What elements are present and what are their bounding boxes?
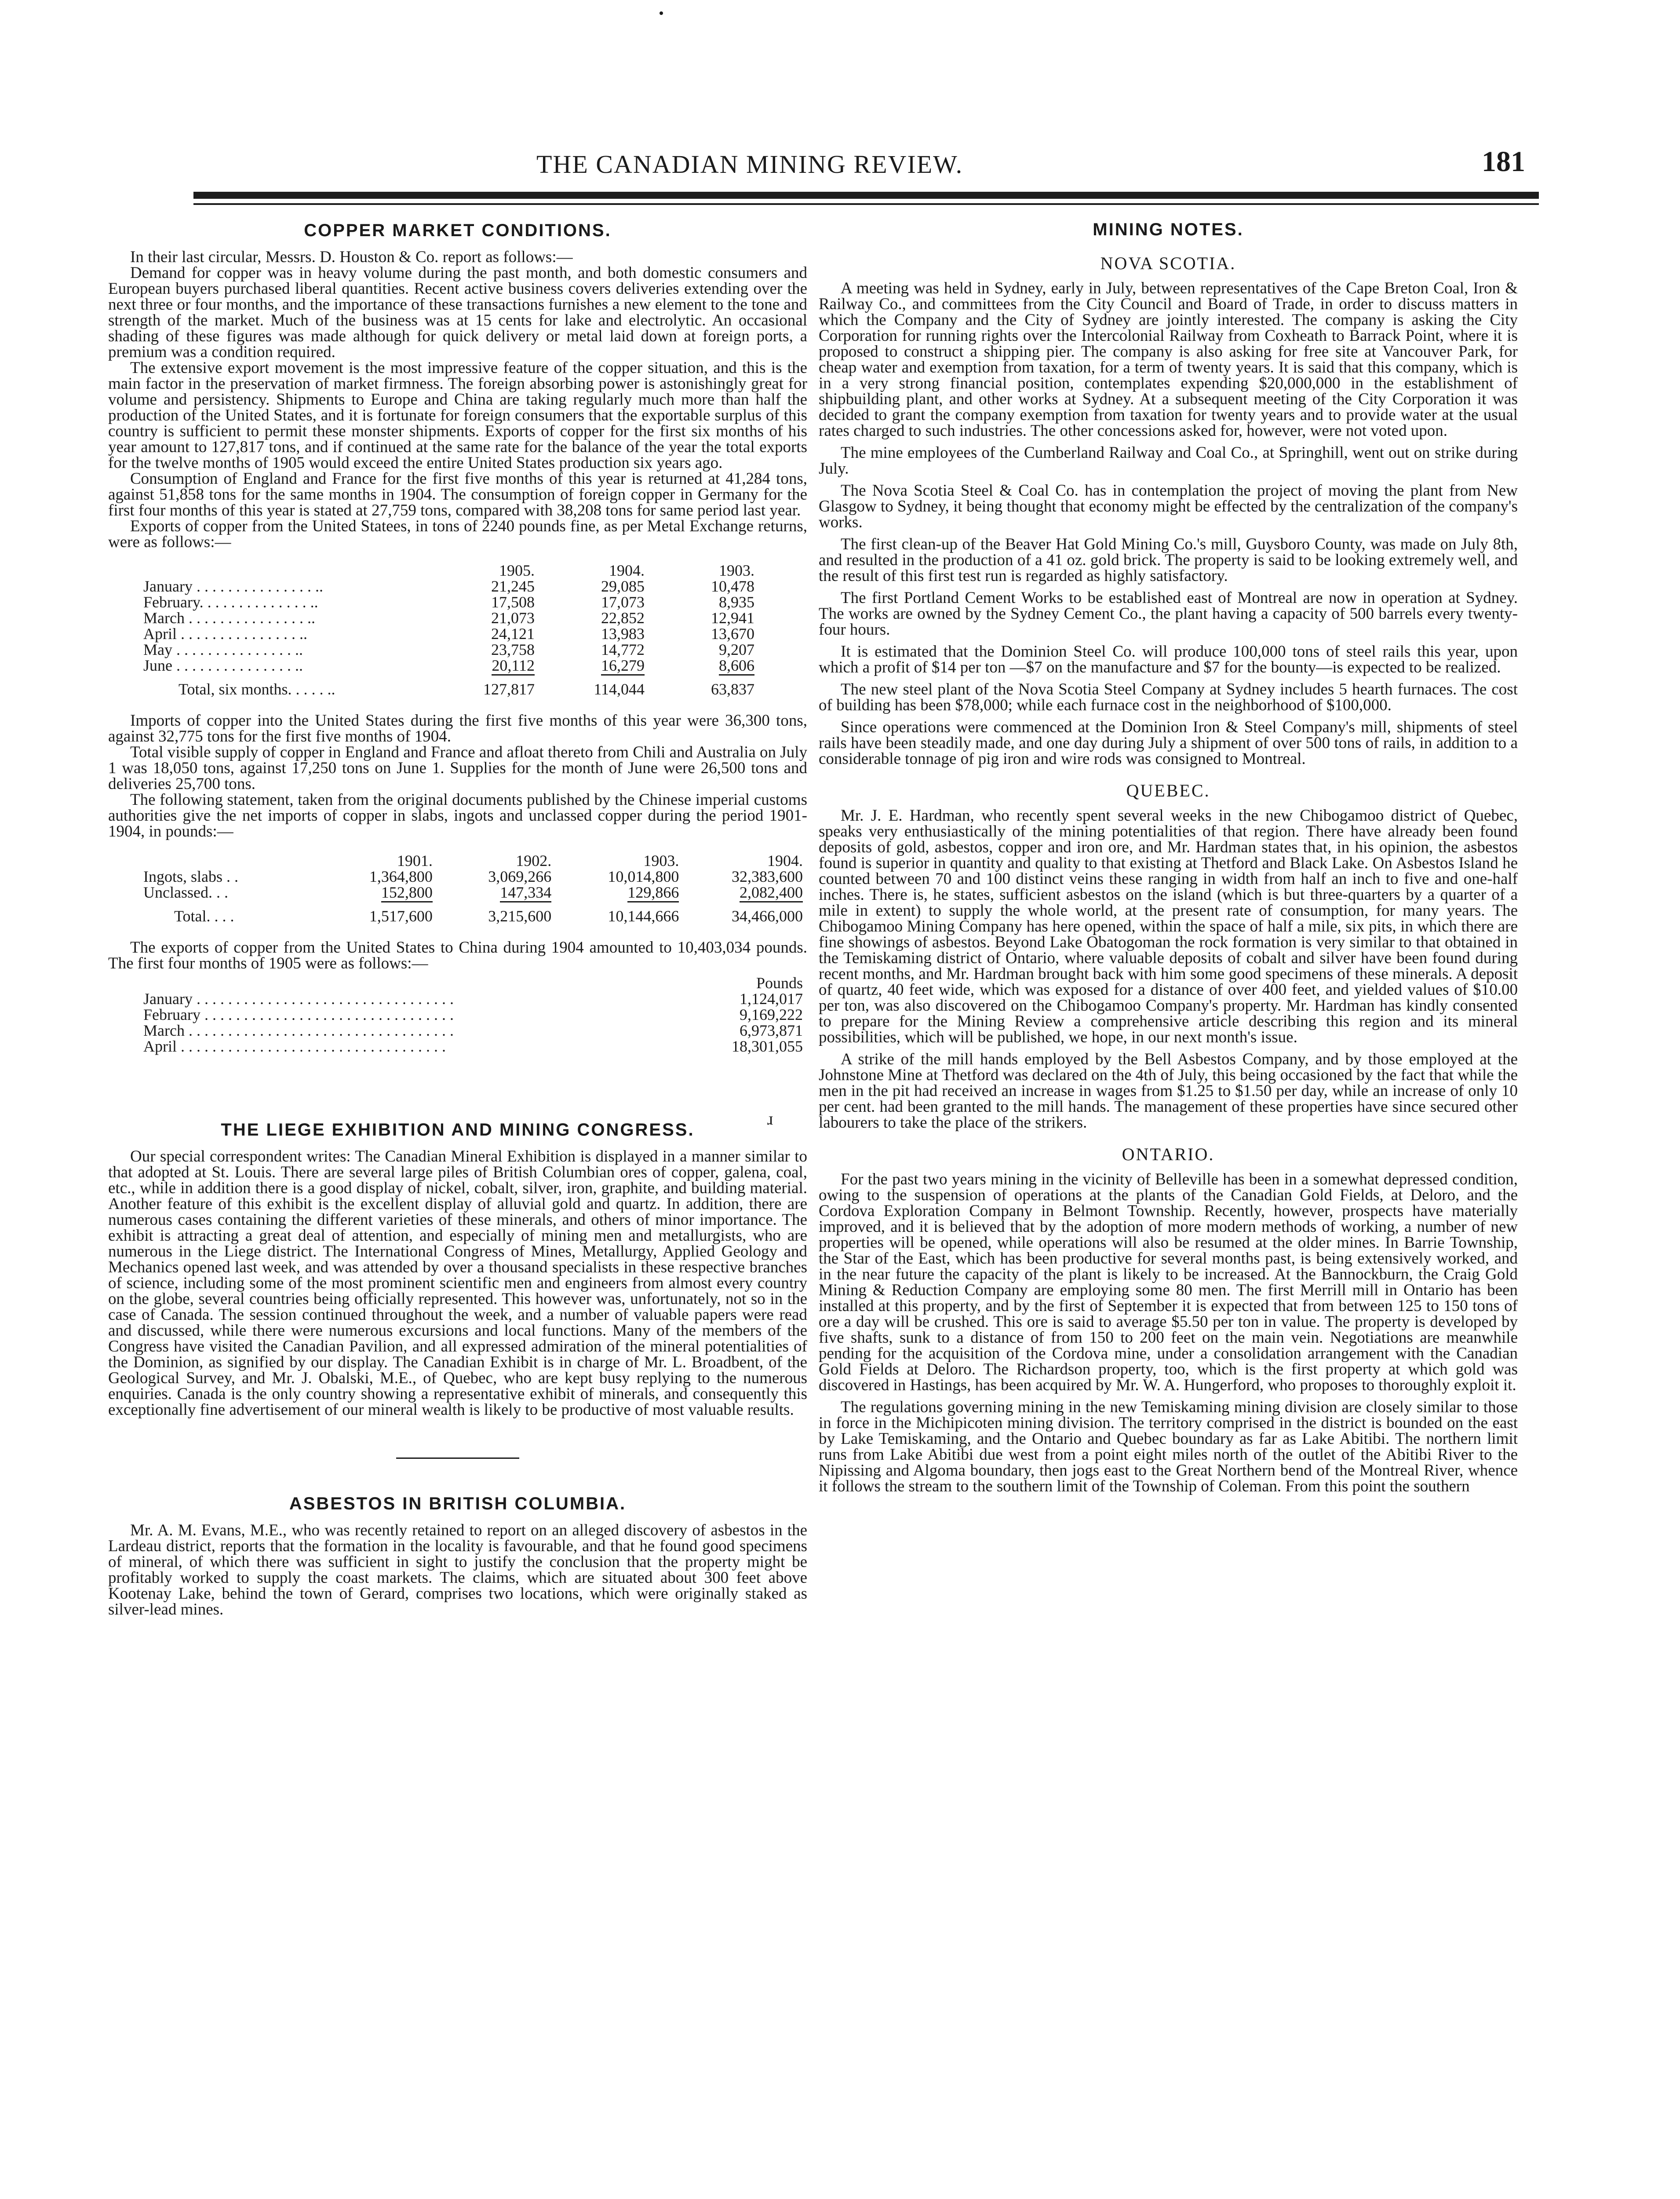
copper-para-1: In their last circular, Messrs. D. Houston & Co. report as follows:—	[130, 248, 573, 266]
liege-para-1: Our special correspondent writes: The Canadian Mineral Exhibition is displayed in a manner similar to that adopted at St. Louis. There are several large piles of British Columbian ores of copper, galena, coal, etc., while in addition there is a good display of nickel, cobalt, silver, iron, graphite, and building material. Another feature of this exhibit is the excellent display of alluvial gold and quartz. In addition, there are numerous cases containing the different varieties of these minerals, and others of minor importance. The exhibit is attracting a great deal of attention, and especially of mining men and metallurgists, who are numerous in the Liege district. The International Congress of Mines, Metallurgy, Applied Geology and Mechanics opened last week, and was attended by over a thousand specialists in these respective branches of science, including some of the most prominent scientific men and engineers from almost every country on the globe, several countries being officially represented. This however was, unfortunately, not so in the case of Canada. The session continued throughout the week, and a number of valuable papers were read and discussed, while there were numerous excursions and local functions. Many of the members of the Congress have visited the Canadian Pavilion, and all expressed admiration of the mineral potentialities of the Dominion, as signified by our display. The Canadian Exhibit is in charge of Mr. L. Broadbent, of the Geological Survey, and Mr. J. Obalski, M.E., of Quebec, who are kept busy replying to the numerous enquiries. Canada is the only country showing a representative exhibit of minerals, and consequently this exceptionally fine advertisement of our mineral wealth is likely to be productive of most valuable results.	[108, 1147, 807, 1419]
right-column	[819, 216, 1518, 1494]
china-year: 1902.	[516, 852, 552, 869]
ns-para: The new steel plant of the Nova Scotia Steel Company at Sydney includes 5 hearth furnaces. The cost of building has been $78,000; while each furnace cost in the neighborhood of $100,000.	[819, 680, 1518, 714]
table-total-row	[139, 673, 759, 697]
total-label: Total. . . .	[174, 907, 234, 925]
total-cell: 1,517,600	[369, 907, 433, 925]
cell: 21,073	[491, 609, 535, 627]
total-cell: 34,466,000	[732, 907, 803, 925]
running-head: THE CANADIAN MINING REVIEW.	[536, 150, 963, 179]
table-total-row	[139, 900, 807, 924]
china-year: 1901.	[397, 852, 433, 869]
row-label: April . . . . . . . . . . . . . . . ..	[143, 625, 307, 643]
asbestos-para-1: Mr. A. M. Evans, M.E., who was recently retained to report on an alleged discovery of asbestos in the Lardeau district, reports that the formation in the locality is favourable, and that he found good specimens of mineral, of which there was sufficient in sight to justify the conclusion that the property might be profitably worked to supply the coast markets. The claims, which are situated about 300 feet above Kootenay Lake, behind the town of Gerard, comprises two locations, which were originally staked as silver-lead mines.	[108, 1521, 807, 1618]
header-rule-thick	[193, 192, 1539, 199]
table-row	[139, 884, 807, 900]
exports-table	[139, 563, 759, 697]
row-label: Unclassed. . .	[143, 884, 228, 901]
qc-para: Mr. J. E. Hardman, who recently spent several weeks in the new Chibogamoo district of Quebec, speaks very enthusiastically of the mining potentialities of that region. There have already been found deposits of gold, asbestos, copper and iron ore, and Mr. Hardman states that, in his opinion, the asbestos found is superior in quantity and quality to that existing at Thetford and Black Lake. On Asbestos Island he counted between 70 and 100 distinct veins these ranging in width from half an inch to five and one-half inches. There is, he states, sufficient asbestos on the island (which is but three-quarters by a quarter of a mile in extent) to supply the whole world, at the present rate of consumption, for many years. The Chibogamoo Mining Company has here opened, within the space of half a mile, six pits, in which there are fine showings of asbestos. Beyond Lake Obatogoman the rock formation is very similar to that obtained in the Temiskaming district of Ontario, where valuable deposits of cobalt and silver have been found during recent months, and Mr. Hardman brought back with him some good specimens of these minerals. A deposit of quartz, 40 feet wide, which was exposed for a distance of over 400 feet, and yielded values of $10.00 per ton, was also discovered on the Chibogamoo Company's property. Mr. Hardman has kindly consented to prepare for the Mining Review a comprehensive article describing this region and its mineral possibilities, which will be published, we hope, in our next month's issue.	[819, 807, 1518, 1046]
exports-year: 1903.	[719, 562, 754, 579]
copper-para-9: The exports of copper from the United States to China during 1904 amounted to 10,403,034 pounds. The first four months of 1905 were as follows:—	[108, 939, 807, 972]
exports-year: 1905.	[499, 562, 535, 579]
row-label: January . . . . . . . . . . . . . . . . . . . . . . . . . . . . . . . . .	[143, 990, 454, 1008]
copper-para-2: Demand for copper was in heavy volume during the past month, and both domestic consumers and European buyers purchased liberal quantities. Recent active business covers deliveries extending over the next three or four months, and the importance of these transactions furnishes a new element to the tone and strength of the market. Much of the business was at 15 cents for lake and electrolytic. An occasional shading of these figures was made although for quick delivery or metal laid down at foreign ports, a premium was a condition required.	[108, 264, 807, 361]
row-label: February. . . . . . . . . . . . . . ..	[143, 593, 318, 611]
china-year: 1904.	[767, 852, 803, 869]
table-row	[139, 991, 807, 1007]
cell: 10,478	[711, 577, 754, 595]
cell: 13,983	[601, 625, 645, 643]
table-row	[139, 658, 759, 673]
exports-header-blank	[139, 563, 429, 578]
on-para: For the past two years mining in the vicinity of Belleville has been in a somewhat depressed condition, owing to the suspension of operations at the plants of the Canadian Gold Fields, at Deloro, and the Cordova Exploration Company in Belmont Township. Recently, however, prospects have materially improved, and it is believed that by the adoption of more modern methods of working, a number of new properties will be opened, while operations will also be resumed at the older mines. In Barrie Township, the Star of the East, which has been productive for several months past, is being extensively worked, and in the near future the capacity of the plant is likely to be increased. At the Bannockburn, the Craig Gold Mining & Reduction Company are employing some 80 men. The first Merrill mill in Ontario has been installed at this property, and by the first of September it is expected that from between 125 to 150 tons of ore a day will be crushed. This ore is said to average $5.50 per ton in value. The property is developed by five shafts, sunk to a distance of from 150 to 200 feet on the main vein. Negotiations are meanwhile pending for the acquisition of the Cordova mine, under a consolidation arrangement with the Canadian Gold Fields at Deloro. The Richardson property, too, which is the first property at which gold was discovered in Hastings, has been acquired by Mr. W. A. Hungerford, who proposes to thoroughly exploit it.	[819, 1170, 1518, 1394]
cell: 32,383,600	[732, 868, 803, 885]
copper-para-7: Total visible supply of copper in England and France and afloat thereto from Chili and Australia on July 1 was 18,050 tons, against 17,250 tons on June 1. Supplies for the month of June were 26,500 tons and deliveries 25,700 tons.	[108, 743, 807, 793]
table-row	[139, 578, 759, 594]
ns-para: The Nova Scotia Steel & Coal Co. has in contemplation the project of moving the plant from New Glasgow to Sydney, it being thought that economy might be effected by the centralization of the company's works.	[819, 482, 1518, 531]
total-label: Total, six months. . . . . ..	[179, 680, 335, 698]
table-row	[139, 1023, 807, 1038]
cell: 10,014,800	[608, 868, 679, 885]
china-header-blank	[139, 853, 318, 869]
china-exports-table	[139, 975, 807, 1054]
ns-para: The mine employees of the Cumberland Railway and Coal Co., at Springhill, went out on strike during July.	[819, 444, 1518, 478]
row-label: February . . . . . . . . . . . . . . . . . . . . . . . . . . . . . . . .	[143, 1006, 454, 1023]
cell: 1,364,800	[369, 868, 433, 885]
nova-scotia-heading: NOVA SCOTIA.	[1100, 253, 1236, 273]
cell: 152,800	[381, 884, 433, 902]
cell: 8,935	[719, 593, 754, 611]
liege-heading: THE LIEGE EXHIBITION AND MINING CONGRESS.	[221, 1120, 695, 1140]
ns-para: A meeting was held in Sydney, early in July, between representatives of the Cape Breton Coal, Iron & Railway Co., and committees from the City Council and Board of Trade, in order to discuss matters in which the Company and the City of Sydney are jointly interested. The company is asking the City Corporation for running rights over the Intercolonial Railway from Coxheath to Barrack Point, where it is proposed to construct a shipping pier. The company is also asking for free site at Vancouver Park, for cheap water and exemption from taxation, for a term of twenty years. It is said that this company, which is in a very strong financial position, contemplates expending $20,000,000 in the establishment of shipbuilding plant, and other works at Sydney. At a subsequent meeting of the City Corporation it was decided to grant the company exemption from taxation for twenty years and to provide water at the usual rates charged to such industries. The other concessions asked for, however, were not voted upon.	[819, 279, 1518, 440]
total-cell: 10,144,666	[608, 907, 679, 925]
row-label: March . . . . . . . . . . . . . . . ..	[143, 609, 315, 627]
cell: 17,508	[491, 593, 535, 611]
total-cell: 3,215,600	[488, 907, 552, 925]
page-number: 181	[1482, 146, 1525, 178]
table-row	[139, 1007, 807, 1023]
ns-para: Since operations were commenced at the Dominion Iron & Steel Company's mill, shipments of steel rails have been steadily made, and one day during July a shipment of over 500 tons of rails, in addition to a considerable tonnage of pig iron and wire rods was consigned to Montreal.	[819, 718, 1518, 768]
china-imports-table	[139, 853, 807, 924]
cell: 6,973,871	[740, 1022, 803, 1039]
row-label: March . . . . . . . . . . . . . . . . . . . . . . . . . . . . . . . . . .	[143, 1022, 454, 1039]
cell: 17,073	[601, 593, 645, 611]
table-row	[139, 642, 759, 658]
table-row	[139, 1038, 807, 1054]
cell: 20,112	[492, 657, 535, 676]
row-label: June . . . . . . . . . . . . . . . ..	[143, 657, 303, 674]
table-row	[139, 869, 807, 884]
cell: 9,207	[719, 641, 754, 658]
cell: 24,121	[491, 625, 535, 643]
copper-para-6: Imports of copper into the United States during the first five months of this year were 36,300 tons, against 32,775 tons for the first five months of 1904.	[108, 712, 807, 745]
copper-heading: COPPER MARKET CONDITIONS.	[304, 221, 612, 240]
row-label: May . . . . . . . . . . . . . . . ..	[143, 641, 303, 658]
ontario-heading: ONTARIO.	[1122, 1144, 1215, 1164]
cell: 3,069,266	[488, 868, 552, 885]
table-row	[139, 610, 759, 626]
marginal-mark: ɹ	[767, 1109, 773, 1129]
cell: 16,279	[601, 657, 645, 676]
cell: 29,085	[601, 577, 645, 595]
cell: 12,941	[711, 609, 754, 627]
left-column	[108, 216, 807, 1618]
asbestos-heading: ASBESTOS IN BRITISH COLUMBIA.	[289, 1494, 627, 1513]
row-label: January . . . . . . . . . . . . . . . ..	[143, 577, 323, 595]
pounds-header-blank	[139, 975, 649, 991]
qc-para: A strike of the mill hands employed by the Bell Asbestos Company, and by those employed at the Johnstone Mine at Thetford was declared on the 4th of July, this being occasioned by the fact that while the men in the pit had received an increase in wages from $1.25 to $1.50 per day, while an increase of only 10 per cent. had been granted to the mill hands. The management of these properties have since secured other labourers to take the place of the strikers.	[819, 1050, 1518, 1132]
china-year: 1903.	[643, 852, 679, 869]
copper-para-4: Consumption of England and France for the first five months of this year is returned at 41,284 tons, against 51,858 tons for the same months in 1904. The consumption of foreign copper in Germany for the first four months of this year is stated at 27,759 tons, compared with 38,208 tons for same period last year.	[108, 470, 807, 519]
ns-para: It is estimated that the Dominion Steel Co. will produce 100,000 tons of steel rails this year, upon which a profit of $14 per ton —$7 on the manufacture and $7 for the bounty—is expected to be realized.	[819, 643, 1518, 676]
cell: 147,334	[500, 884, 551, 902]
cell: 8,606	[719, 657, 754, 676]
cell: 1,124,017	[740, 990, 803, 1008]
exports-year: 1904.	[609, 562, 645, 579]
cell: 22,852	[601, 609, 645, 627]
on-para: The regulations governing mining in the new Temiskaming mining division are closely similar to those in force in the Michipicoten mining division. The territory comprised in the district is bounded on the east by Lake Temiskaming, and the Ontario and Quebec boundary as far as Lake Abitibi. The northern limit runs from Lake Abitibi due west from a point eight miles north of the outlet of the Abitibi River to the Nipissing and Algoma boundary, then jogs east to the Great Northern bend of the Montreal River, whence it follows the stream to the southern limit of the Township of Coleman. From this point the southern	[819, 1398, 1518, 1495]
cell: 2,082,400	[740, 884, 803, 902]
cell: 14,772	[601, 641, 645, 658]
copper-para-3: The extensive export movement is the most impressive feature of the copper situation, and this is the main factor in the preservation of market firmness. The foreign absorbing power is astonishingly great for volume and persistency. Shipments to Europe and China are taking regularly much more than half the production of the United States, and it is fortunate for foreign consumers that the exportable surplus of this country is sufficient to permit these monster shipments. Exports of copper for the first six months of his year amount to 127,817 tons, and if continued at the same rate for the balance of the year the total exports for the twelve months of 1905 would exceed the entire United States production six years ago.	[108, 359, 807, 472]
copper-para-8: The following statement, taken from the original documents published by the Chinese imperial customs authorities give the net imports of copper in slabs, ingots and unclassed copper during the period 1901-1904, in pounds:—	[108, 791, 807, 840]
cell: 23,758	[491, 641, 535, 658]
cell: 9,169,222	[740, 1006, 803, 1023]
header-rule-thin	[193, 203, 1539, 205]
section-divider	[396, 1457, 519, 1459]
cell: 18,301,055	[732, 1037, 803, 1055]
copper-para-5: Exports of copper from the United Statees, in tons of 2240 pounds fine, as per Metal Exchange returns, were as follows:—	[108, 517, 807, 551]
table-row	[139, 626, 759, 642]
row-label: Ingots, slabs . .	[143, 868, 238, 885]
cell: 13,670	[711, 625, 754, 643]
total-cell: 114,044	[594, 680, 645, 698]
ns-para: The first clean-up of the Beaver Hat Gold Mining Co.'s mill, Guysboro County, was made on July 8th, and resulted in the production of a 41 oz. gold brick. The property is said to be looking extremely well, and the result of this first test run is regarded as highly satisfactory.	[819, 535, 1518, 585]
cell: 129,866	[627, 884, 679, 902]
cell: 21,245	[491, 577, 535, 595]
table-row	[139, 594, 759, 610]
ink-speck	[660, 11, 663, 15]
total-cell: 63,837	[711, 680, 754, 698]
ns-para: The first Portland Cement Works to be established east of Montreal are now in operation at Sydney. The works are owned by the Sydney Cement Co., the plant having a capacity of 500 barrels every twenty-four hours.	[819, 589, 1518, 639]
mining-notes-heading: MINING NOTES.	[1093, 220, 1244, 239]
total-cell: 127,817	[483, 680, 535, 698]
row-label: April . . . . . . . . . . . . . . . . . . . . . . . . . . . . . . . . . .	[143, 1037, 446, 1055]
quebec-heading: QUEBEC.	[1126, 781, 1210, 800]
pounds-header: Pounds	[756, 974, 803, 992]
